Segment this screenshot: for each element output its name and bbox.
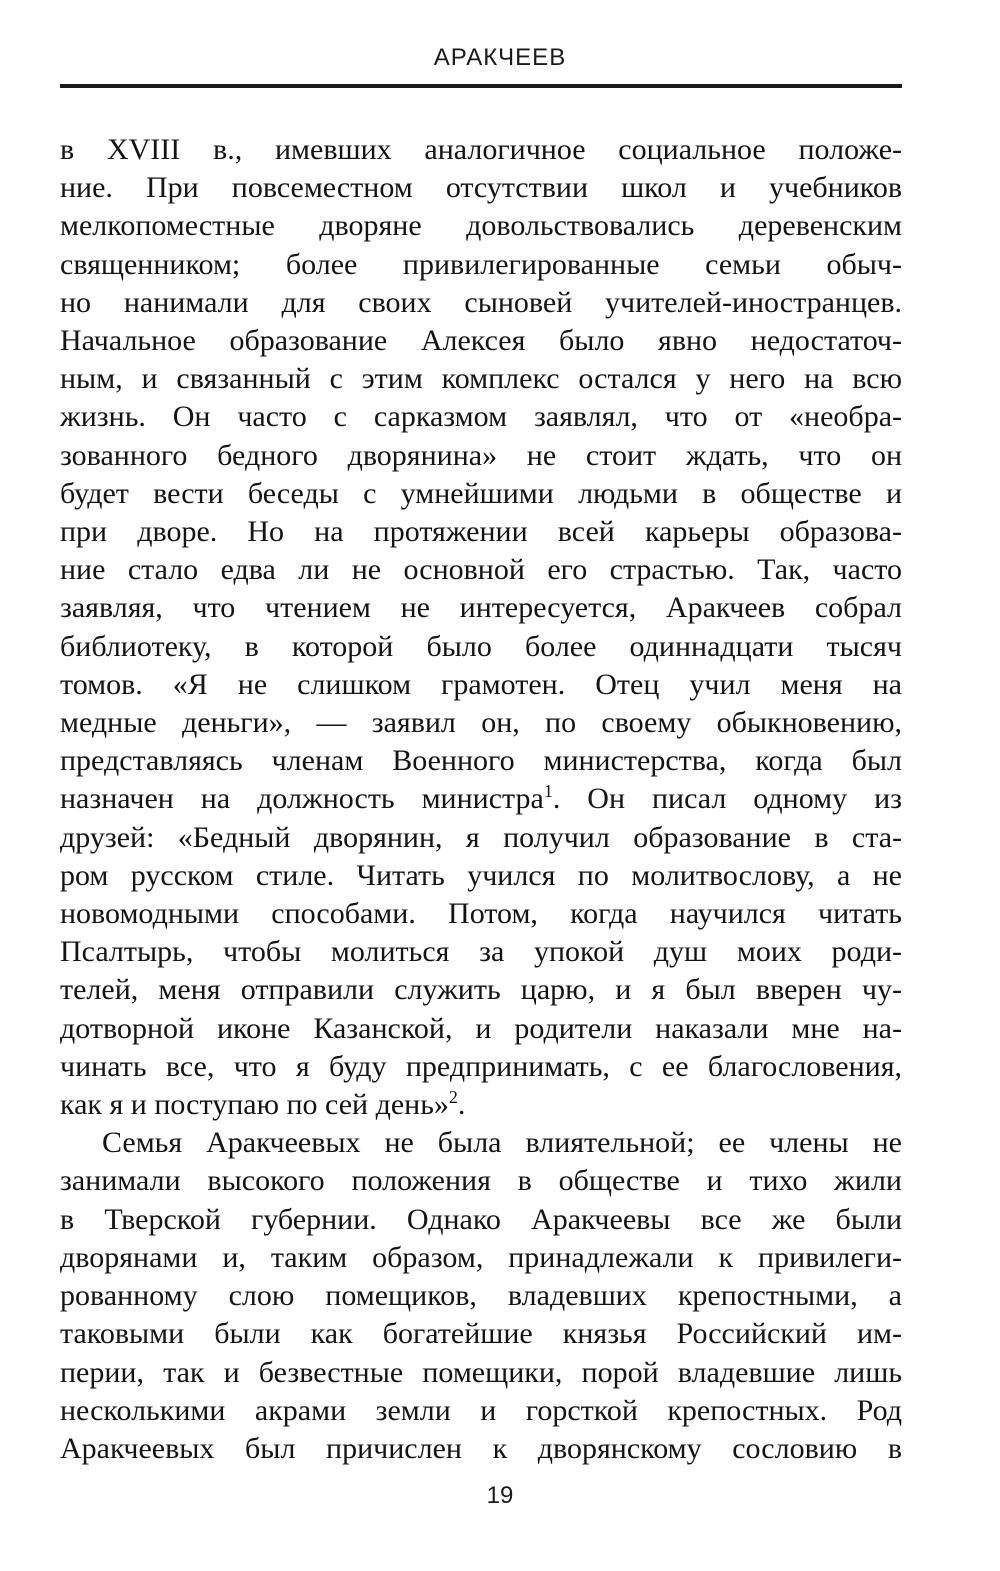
text-line: Псалтырь, чтобы молиться за упокой душ моих роди- <box>60 935 902 969</box>
text-line: друзей: «Бедный дворянин, я получил образование в ста- <box>60 820 902 854</box>
text-segment: назначен на должность министра <box>60 782 544 816</box>
text-line: представляясь членам Военного министерства, когда был <box>60 744 902 778</box>
text-line: чинать все, что я буду предпринимать, с ее благословения, <box>60 1049 902 1083</box>
text-line: Семья Аракчеевых не была влиятельной; ее члены не <box>102 1126 902 1160</box>
footnote-ref-2: 2 <box>448 1087 458 1108</box>
running-head: АРАКЧЕЕВ <box>433 44 567 71</box>
text-line: рованному слою помещиков, владевших крепостными, а <box>60 1279 902 1313</box>
text-line: будет вести беседы с умнейшими людьми в обществе и <box>60 476 902 510</box>
text-line: в Тверской губернии. Однако Аракчеевы все же были <box>60 1202 902 1236</box>
text-line: занимали высокого положения в обществе и тихо жили <box>60 1164 902 1198</box>
text-line: дотворной иконе Казанской, и родители наказали мне на- <box>60 1011 902 1045</box>
text-line: Начальное образование Алексея было явно недостаточ- <box>60 324 902 358</box>
text-line: но нанимали для своих сыновей учителей-иностранцев. <box>60 285 902 319</box>
text-line: ние стало едва ли не основной его страстью. Так, часто <box>60 553 902 587</box>
text-line: зованного бедного дворянина» не стоит ждать, что он <box>60 438 902 472</box>
text-line: ром русском стиле. Читать учился по молитвослову, а не <box>60 858 902 892</box>
footnote-ref-1: 1 <box>543 781 553 802</box>
paragraph-1 <box>60 131 902 1124</box>
text-line: мелкопоместные дворяне довольствовались деревенским <box>60 209 902 243</box>
text-line: медные деньги», — заявил он, по своему обыкновению, <box>60 706 902 740</box>
text-line: заявляя, что чтением не интересуется, Аракчеев собрал <box>60 591 902 625</box>
paragraph-2 <box>60 1124 902 1468</box>
text-line-with-footnote <box>60 1086 902 1124</box>
text-line: священником; более привилегированные семьи обыч- <box>60 247 902 281</box>
text-line: перии, так и безвестные помещики, порой владевшие лишь <box>60 1355 902 1389</box>
page-number: 19 <box>486 1482 514 1509</box>
header-rule <box>60 84 902 88</box>
text-line: при дворе. Но на протяжении всей карьеры образова- <box>60 515 902 549</box>
text-line: библиотеку, в которой было более одиннадцати тысяч <box>60 629 902 663</box>
body-text <box>60 131 902 1468</box>
text-segment: как я и поступаю по сей день» <box>60 1088 449 1122</box>
text-line: дворянами и, таким образом, принадлежали к привилеги- <box>60 1240 902 1274</box>
text-line: Аракчеевых был причислен к дворянскому сословию в <box>60 1431 902 1465</box>
text-line: новомодными способами. Потом, когда научился читать <box>60 897 902 931</box>
text-segment: . <box>457 1088 466 1122</box>
text-line: в XVIII в., имевших аналогичное социальное положе- <box>60 133 902 166</box>
text-segment: . Он писал одному из <box>552 782 902 816</box>
text-line-with-footnote <box>60 780 902 818</box>
text-line: несколькими акрами земли и горсткой крепостных. Род <box>60 1393 902 1427</box>
text-line: таковыми были как богатейшие князья Российский им- <box>60 1317 902 1351</box>
text-line: жизнь. Он часто с сарказмом заявлял, что от «необра- <box>60 400 902 434</box>
text-line: томов. «Я не слишком грамотен. Отец учил меня на <box>60 667 902 701</box>
text-line: телей, меня отправили служить царю, и я был вверен чу- <box>60 973 902 1007</box>
text-line: ние. При повсеместном отсутствии школ и учебников <box>60 171 902 205</box>
text-line: ным, и связанный с этим комплекс остался у него на всю <box>60 362 902 396</box>
